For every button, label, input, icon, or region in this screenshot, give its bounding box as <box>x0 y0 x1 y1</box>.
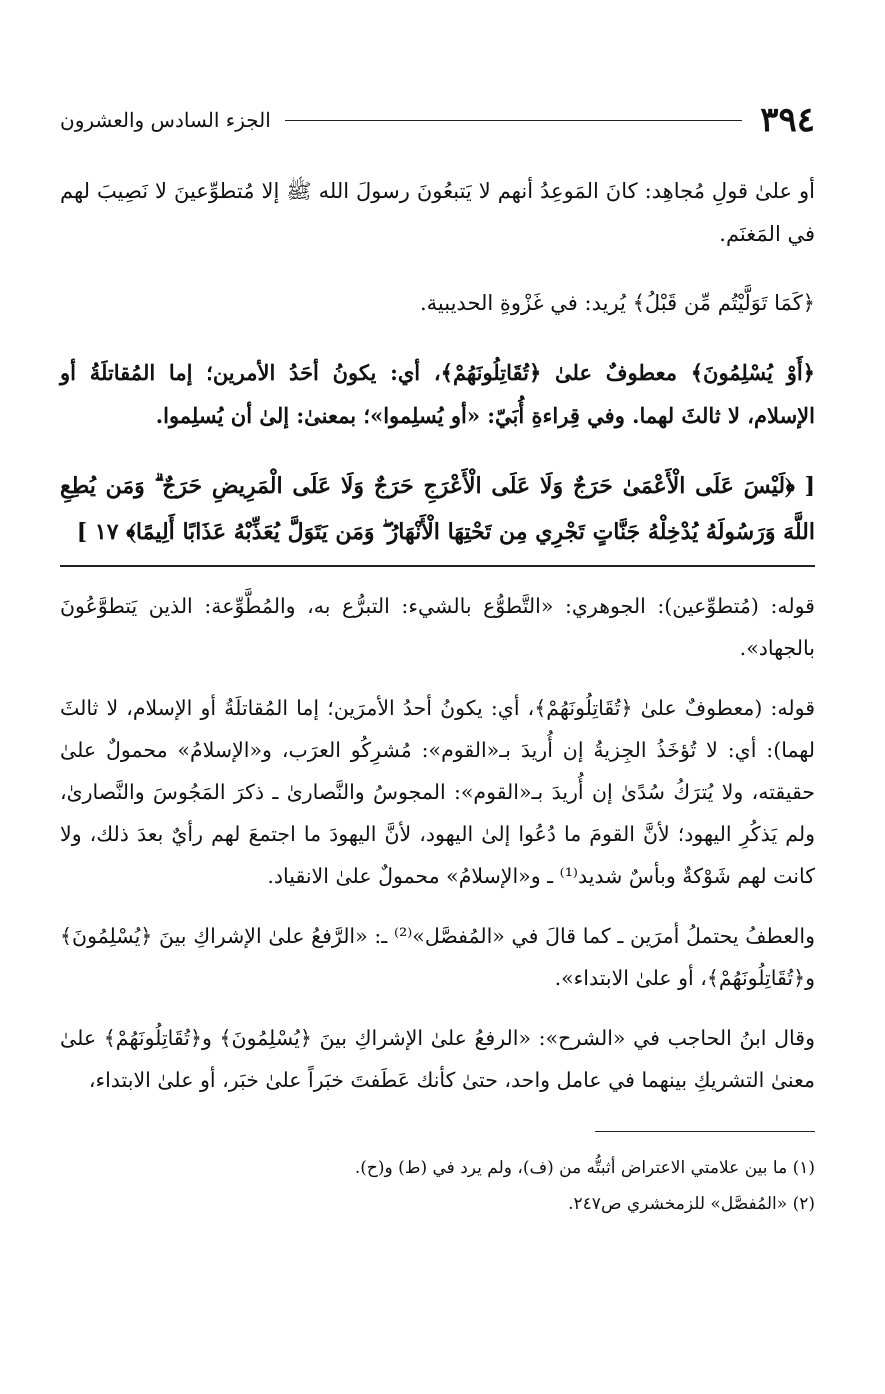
quran-verse: [ ﴿لَيْسَ عَلَى الْأَعْمَىٰ حَرَجٌ وَلَا عَلَى الْأَعْرَجِ حَرَجٌ وَلَا عَلَى الْمَرِيضِ حَرَجٌ ۗ وَمَن يُطِعِ اللَّهَ وَرَسُولَهُ يُدْخِلْهُ جَنَّاتٍ تَجْرِي مِن تَحْتِهَا الْأَنْهَارُ ۖ وَمَن يَتَوَلَّ يُعَذِّبْهُ عَذَابًا أَلِيمًا﴾ ١٧ ] <box>60 473 815 545</box>
main-paragraph-1: أو علىٰ قولِ مُجاهِد: كانَ المَوعِدُ أنهم لا يَتبعُونَ رسولَ الله ﷺ إلا مُتطوِّعينَ لا نَصِيبَ لهم في المَغنَم. <box>60 179 815 246</box>
running-head <box>60 96 815 144</box>
page-number: ٣٩٤ <box>760 100 815 140</box>
main-paragraph-3: ﴿أَوْ يُسْلِمُونَ﴾ معطوفٌ علىٰ ﴿تُقَاتِلُونَهُمْ﴾، أي: يكونُ أحَدُ الأمرين؛ إما المُقاتلَةُ أو الإسلام، لا ثالثَ لهما. وفي قِراءةِ أُبَيّ: «أو يُسلِموا»؛ بمعنىٰ: إلىٰ أن يُسلِموا. <box>60 360 815 428</box>
commentary-paragraph-1: قوله: (مُتطوِّعين): الجوهري: «التَّطوُّع بالشيء: التبرُّع به، والمُطَّوِّعة: الذين يَتطوَّعُونَ بالجهاد». <box>60 594 815 660</box>
footnote-2: (٢) «المُفصَّل» للزمخشري ص٢٤٧. <box>568 1194 815 1214</box>
page <box>60 96 815 1222</box>
header-rule <box>285 120 742 121</box>
commentary-paragraph-2: قوله: (معطوفٌ علىٰ ﴿تُقَاتِلُونَهُمْ﴾، أي: يكونُ أحدُ الأمرَين؛ إما المُقاتلَةُ أو الإسلام، لا ثالثَ لهما): أي: لا تُؤخَذُ الجِزيةُ إن أُريدَ بـ«القوم»: مُشرِكُو العرَب، و«الإسلامُ» محمولٌ علىٰ حقيقته، ولا يُترَكُ سُدًىٰ إن أُريدَ بـ«القوم»: المجوسُ والنَّصارىٰ ـ ذكرَ المَجُوسَ والنَّصارىٰ، ولم يَذكُرِ اليهود؛ لأنَّ القومَ ما دُعُوا إلىٰ اليهود، لأنَّ اليهودَ ما اجتمعَ لهم رأيٌ بعدَ ذلك، ولا كانت لهم شَوْكةٌ وبأسٌ شديد⁽¹⁾ ـ و«الإسلامُ» محمولٌ علىٰ الانقياد. <box>60 696 815 888</box>
section-divider <box>60 565 815 567</box>
commentary-paragraph-4: وقال ابنُ الحاجب في «الشرح»: «الرفعُ علىٰ الإشراكِ بينَ ﴿يُسْلِمُونَ﴾ و﴿تُقَاتِلُونَهُمْ﴾ علىٰ معنىٰ التشريكِ بينهما في عامل واحد، حتىٰ كأنك عَطَفتَ خبَراً علىٰ خبَر، أو علىٰ الابتداء، <box>60 1026 815 1092</box>
main-paragraph-2: ﴿كَمَا تَوَلَّيْتُم مِّن قَبْلُ﴾ يُريد: في غَزْوةِ الحديبية. <box>419 291 815 315</box>
commentary-paragraph-3: والعطفُ يحتملُ أمرَين ـ كما قالَ في «المُفصَّل»⁽²⁾ ـ: «الرَّفعُ علىٰ الإشراكِ بينَ ﴿يُسْلِمُونَ﴾ و﴿تُقَاتِلُونَهُمْ﴾، أو علىٰ الابتداء». <box>60 924 815 990</box>
commentary <box>60 585 815 1101</box>
main-text <box>60 170 815 555</box>
footnote-rule <box>595 1131 815 1132</box>
footnotes <box>60 1150 815 1222</box>
footnote-1: (١) ما بين علامتي الاعتراض أثبتُّه من (ف)، ولم يرد في (ط) و(ح). <box>354 1158 815 1178</box>
running-title: الجزء السادس والعشرون <box>60 108 271 132</box>
